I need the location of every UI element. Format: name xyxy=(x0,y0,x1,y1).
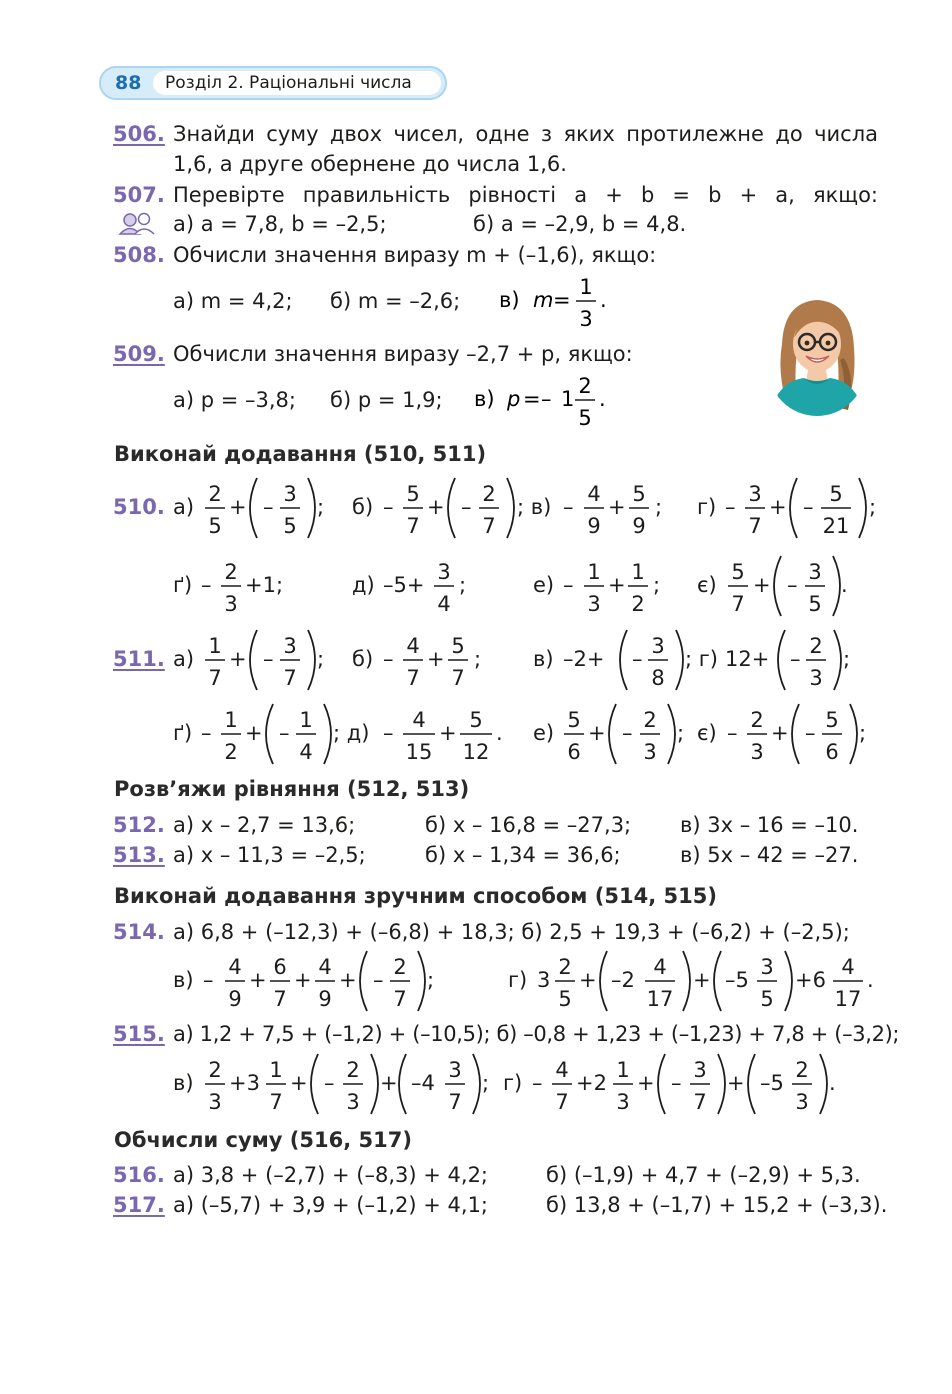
label: в) xyxy=(474,387,495,411)
svg-text:7: 7 xyxy=(748,514,762,538)
exercise-512-b: б) x – 16,8 = –27,3; xyxy=(425,813,632,837)
svg-text:5: 5 xyxy=(567,708,581,732)
svg-text:2: 2 xyxy=(643,708,657,732)
svg-text:5: 5 xyxy=(808,592,822,616)
exercise-508-b: б) m = –2,6; xyxy=(330,289,461,313)
exercise-514-line1: а) 6,8 + (–12,3) + (–6,8) + 18,3; б) 2,5 + 19,3 + (–6,2) + (–2,5); xyxy=(173,920,850,944)
exercise-517-a: а) (–5,7) + 3,9 + (–1,2) + 4,1; xyxy=(173,1193,489,1217)
chapter-title: Розділ 2. Раціональні числа xyxy=(165,73,412,93)
svg-text:2: 2 xyxy=(224,560,238,584)
svg-text:9: 9 xyxy=(318,987,332,1011)
svg-text:–: – xyxy=(201,573,212,597)
svg-text:3: 3 xyxy=(224,592,238,616)
svg-text:;: ; xyxy=(317,495,325,519)
svg-text:–5: –5 xyxy=(725,968,749,992)
svg-text:–: – xyxy=(671,1071,682,1095)
svg-text:+: + xyxy=(608,573,626,597)
svg-text:–: – xyxy=(203,968,214,992)
svg-text:4: 4 xyxy=(653,955,667,979)
svg-text:+: + xyxy=(427,647,445,671)
exercise-number-513[interactable]: 513. xyxy=(113,843,165,867)
svg-text:а): а) xyxy=(173,647,195,671)
exercise-513-c: в) 5x – 42 = –27. xyxy=(680,843,859,867)
svg-text:+: + xyxy=(727,1071,745,1095)
exercise-509-c xyxy=(470,369,620,433)
svg-text:1: 1 xyxy=(616,1058,630,1082)
svg-text:;: ; xyxy=(655,495,663,519)
svg-text:; в): ; в) xyxy=(517,495,552,519)
svg-text:;: ; xyxy=(317,647,325,671)
exercise-number-509[interactable]: 509. xyxy=(113,342,165,366)
svg-text:+1;: +1; xyxy=(245,573,284,597)
svg-text:;: ; xyxy=(843,647,851,671)
eq: = xyxy=(523,387,541,411)
exercise-512-a: а) x – 2,7 = 13,6; xyxy=(173,813,356,837)
svg-text:3: 3 xyxy=(537,968,551,992)
denominator: 5 xyxy=(578,406,592,430)
svg-text:5: 5 xyxy=(406,482,420,506)
svg-text:3: 3 xyxy=(346,1090,360,1114)
partner-work-icon xyxy=(118,211,156,235)
svg-text:2: 2 xyxy=(809,634,823,658)
svg-text:7: 7 xyxy=(269,1090,283,1114)
svg-text:–: – xyxy=(383,647,394,671)
svg-text:9: 9 xyxy=(587,514,601,538)
svg-text:ґ): ґ) xyxy=(173,573,193,597)
svg-text:15: 15 xyxy=(405,740,433,764)
svg-text:1: 1 xyxy=(269,1058,283,1082)
svg-text:–: – xyxy=(263,495,274,519)
svg-text:–: – xyxy=(383,495,394,519)
exercise-509-line1: Обчисли значення виразу –2,7 + p, якщо: xyxy=(173,342,633,366)
numerator: 2 xyxy=(578,374,592,398)
exercise-number-515[interactable]: 515. xyxy=(113,1022,165,1046)
svg-text:+6: +6 xyxy=(795,968,826,992)
whole: 1 xyxy=(561,387,575,411)
svg-text:5: 5 xyxy=(469,708,483,732)
svg-text:5: 5 xyxy=(760,987,774,1011)
svg-text:–: – xyxy=(805,721,816,745)
svg-text:4: 4 xyxy=(228,955,242,979)
svg-text:б): б) xyxy=(352,647,374,671)
svg-text:5: 5 xyxy=(825,708,839,732)
svg-text:3: 3 xyxy=(587,592,601,616)
exercise-508-a: а) m = 4,2; xyxy=(173,289,293,313)
svg-text:+: + xyxy=(249,968,267,992)
svg-text:5: 5 xyxy=(208,514,222,538)
svg-text:–5+: –5+ xyxy=(383,573,425,597)
exercise-513-b: б) x – 1,34 = 36,6; xyxy=(425,843,621,867)
svg-text:–2: –2 xyxy=(611,968,635,992)
svg-text:+: + xyxy=(229,647,247,671)
svg-text:–: – xyxy=(803,495,814,519)
svg-text:7: 7 xyxy=(451,666,465,690)
svg-text:–: – xyxy=(461,495,472,519)
svg-text:е): е) xyxy=(533,573,555,597)
svg-text:2: 2 xyxy=(558,955,572,979)
svg-text:.: . xyxy=(599,387,606,411)
exercise-number-510: 510. xyxy=(113,495,165,519)
svg-text:;: ; xyxy=(482,1071,490,1095)
svg-text:21: 21 xyxy=(822,514,850,538)
svg-text:–: – xyxy=(279,721,290,745)
exercise-512-c: в) 3x – 16 = –10. xyxy=(680,813,859,837)
svg-text:4: 4 xyxy=(437,592,451,616)
svg-text:+: + xyxy=(439,721,457,745)
denominator: 3 xyxy=(579,307,593,331)
svg-text:+: + xyxy=(245,721,263,745)
exercise-508-line1: Обчисли значення виразу m + (–1,6), якщо: xyxy=(173,243,657,267)
svg-text:7: 7 xyxy=(693,1090,707,1114)
svg-text:–4: –4 xyxy=(411,1071,435,1095)
svg-text:; д): ; д) xyxy=(333,721,370,745)
svg-text:+: + xyxy=(339,968,357,992)
svg-text:г): г) xyxy=(503,1071,523,1095)
svg-text:3: 3 xyxy=(693,1058,707,1082)
svg-text:2: 2 xyxy=(224,740,238,764)
exercise-515-row2 xyxy=(165,1047,885,1122)
exercise-507-b: б) a = –2,9, b = 4,8. xyxy=(473,212,687,236)
svg-text:3: 3 xyxy=(448,1058,462,1082)
svg-text:1: 1 xyxy=(631,560,645,584)
exercise-number-508: 508. xyxy=(113,243,165,267)
svg-text:.: . xyxy=(600,288,607,312)
svg-text:+: + xyxy=(771,721,789,745)
svg-text:2: 2 xyxy=(750,708,764,732)
svg-text:+: + xyxy=(290,1071,308,1095)
exercise-507-line1: Перевірте правильність рівності a + b = b + a, якщо: xyxy=(173,183,878,207)
svg-text:+: + xyxy=(229,495,247,519)
var: m xyxy=(533,288,554,312)
svg-text:–: – xyxy=(201,721,212,745)
svg-text:3: 3 xyxy=(760,955,774,979)
svg-text:2: 2 xyxy=(208,482,222,506)
svg-text:+: + xyxy=(380,1071,398,1095)
svg-text:–: – xyxy=(563,573,574,597)
svg-text:+: + xyxy=(579,968,597,992)
svg-text:6: 6 xyxy=(825,740,839,764)
minus: – xyxy=(541,387,552,411)
svg-text:+: + xyxy=(608,495,626,519)
svg-text:7: 7 xyxy=(448,1090,462,1114)
svg-text:3: 3 xyxy=(750,740,764,764)
svg-text:–: – xyxy=(263,647,274,671)
exercise-516-b: б) (–1,9) + 4,7 + (–2,9) + 5,3. xyxy=(546,1163,861,1187)
svg-text:+2: +2 xyxy=(576,1071,607,1095)
svg-text:4: 4 xyxy=(299,740,313,764)
svg-text:+3: +3 xyxy=(229,1071,260,1095)
exercise-514-row2 xyxy=(165,945,885,1015)
svg-text:2: 2 xyxy=(795,1058,809,1082)
svg-text:4: 4 xyxy=(841,955,855,979)
exercise-517-b: б) 13,8 + (–1,7) + 15,2 + (–3,3). xyxy=(546,1193,888,1217)
svg-text:7: 7 xyxy=(406,514,420,538)
section-heading-sum: Обчисли суму (516, 517) xyxy=(114,1128,412,1152)
svg-text:–: – xyxy=(373,968,384,992)
svg-text:ґ): ґ) xyxy=(173,721,193,745)
svg-text:7: 7 xyxy=(208,666,222,690)
svg-text:;: ; xyxy=(869,495,877,519)
svg-text:–: – xyxy=(324,1071,335,1095)
svg-text:–: – xyxy=(532,1071,543,1095)
page-header xyxy=(99,66,447,100)
svg-text:12+: 12+ xyxy=(725,647,770,671)
exercise-506-line1: Знайди суму двох чисел, одне з яких протилежне до числа xyxy=(173,122,878,146)
exercise-509-a: а) p = –3,8; xyxy=(173,388,296,412)
svg-text:5: 5 xyxy=(829,482,843,506)
svg-text:1: 1 xyxy=(299,708,313,732)
svg-text:+: + xyxy=(637,1071,655,1095)
exercise-number-511[interactable]: 511. xyxy=(113,647,165,671)
svg-text:.: . xyxy=(867,968,874,992)
svg-text:+: + xyxy=(769,495,787,519)
svg-text:7: 7 xyxy=(482,514,496,538)
svg-text:4: 4 xyxy=(555,1058,569,1082)
svg-text:4: 4 xyxy=(412,708,426,732)
svg-text:2: 2 xyxy=(393,955,407,979)
svg-text:1: 1 xyxy=(224,708,238,732)
svg-text:+: + xyxy=(753,573,771,597)
svg-text:+: + xyxy=(294,968,312,992)
exercise-510-511-expressions xyxy=(165,470,885,780)
exercise-number-516: 516. xyxy=(113,1163,165,1187)
svg-text:–: – xyxy=(727,721,738,745)
svg-text:6: 6 xyxy=(567,740,581,764)
svg-text:в): в) xyxy=(533,647,554,671)
svg-text:2: 2 xyxy=(208,1058,222,1082)
exercise-506-line2: 1,6, а друге обернене до числа 1,6. xyxy=(173,152,567,176)
svg-text:2: 2 xyxy=(482,482,496,506)
exercise-509-b: б) p = 1,9; xyxy=(330,388,443,412)
svg-text:+: + xyxy=(427,495,445,519)
exercise-number-517[interactable]: 517. xyxy=(113,1193,165,1217)
svg-text:.: . xyxy=(496,721,503,745)
svg-text:3: 3 xyxy=(748,482,762,506)
svg-text:є): є) xyxy=(697,721,717,745)
svg-text:3: 3 xyxy=(616,1090,630,1114)
svg-text:в): в) xyxy=(173,1071,194,1095)
exercise-515-line1: а) 1,2 + 7,5 + (–1,2) + (–10,5); б) –0,8 + 1,23 + (–1,23) + 7,8 + (–3,2); xyxy=(173,1022,900,1046)
svg-text:–: – xyxy=(787,573,798,597)
svg-text:е): е) xyxy=(533,721,555,745)
numerator: 1 xyxy=(579,275,593,299)
svg-text:7: 7 xyxy=(283,666,297,690)
svg-text:8: 8 xyxy=(651,666,665,690)
section-heading-addition: Виконай додавання (510, 511) xyxy=(114,442,487,466)
svg-text:;: ; xyxy=(859,721,867,745)
svg-text:4: 4 xyxy=(406,634,420,658)
svg-text:; г): ; г) xyxy=(685,647,718,671)
svg-text:5: 5 xyxy=(283,514,297,538)
exercise-508-c xyxy=(495,270,625,334)
svg-text:–5: –5 xyxy=(760,1071,784,1095)
svg-text:12: 12 xyxy=(462,740,490,764)
svg-text:1: 1 xyxy=(587,560,601,584)
svg-text:5: 5 xyxy=(731,560,745,584)
svg-text:7: 7 xyxy=(393,987,407,1011)
svg-text:1: 1 xyxy=(208,634,222,658)
svg-text:–: – xyxy=(632,647,643,671)
svg-text:.: . xyxy=(841,573,848,597)
svg-text:2: 2 xyxy=(346,1058,360,1082)
exercise-number-514: 514. xyxy=(113,920,165,944)
svg-text:3: 3 xyxy=(809,666,823,690)
svg-text:3: 3 xyxy=(283,634,297,658)
svg-text:17: 17 xyxy=(834,987,862,1011)
svg-text:5: 5 xyxy=(451,634,465,658)
svg-text:5: 5 xyxy=(558,987,572,1011)
svg-text:7: 7 xyxy=(555,1090,569,1114)
svg-text:–: – xyxy=(725,495,736,519)
svg-text:а): а) xyxy=(173,495,195,519)
svg-text:;: ; xyxy=(653,573,661,597)
svg-text:б): б) xyxy=(352,495,374,519)
svg-text:+: + xyxy=(693,968,711,992)
svg-text:;: ; xyxy=(459,573,467,597)
svg-text:6: 6 xyxy=(273,955,287,979)
svg-text:5: 5 xyxy=(632,482,646,506)
svg-text:3: 3 xyxy=(808,560,822,584)
page-number: 88 xyxy=(115,72,142,94)
svg-text:7: 7 xyxy=(406,666,420,690)
svg-text:.: . xyxy=(829,1071,836,1095)
svg-text:–: – xyxy=(383,721,394,745)
svg-text:7: 7 xyxy=(731,592,745,616)
svg-text:3: 3 xyxy=(795,1090,809,1114)
svg-text:9: 9 xyxy=(228,987,242,1011)
svg-text:г): г) xyxy=(697,495,717,519)
svg-text:17: 17 xyxy=(646,987,674,1011)
svg-text:3: 3 xyxy=(651,634,665,658)
exercise-number-506[interactable]: 506. xyxy=(113,122,165,146)
var: p xyxy=(507,387,521,411)
svg-text:;: ; xyxy=(427,968,435,992)
exercise-513-a: а) x – 11,3 = –2,5; xyxy=(173,843,366,867)
section-heading-convenient: Виконай додавання зручним способом (514, 515) xyxy=(114,884,717,908)
svg-text:3: 3 xyxy=(643,740,657,764)
exercise-507-a: а) a = 7,8, b = –2,5; xyxy=(173,212,387,236)
exercise-number-507: 507. xyxy=(113,183,165,207)
exercise-516-a: а) 3,8 + (–2,7) + (–8,3) + 4,2; xyxy=(173,1163,489,1187)
label: в) xyxy=(499,288,520,312)
svg-text:3: 3 xyxy=(283,482,297,506)
section-heading-equations: Розв’яжи рівняння (512, 513) xyxy=(114,777,470,801)
svg-text:г): г) xyxy=(508,968,528,992)
svg-text:–: – xyxy=(563,495,574,519)
svg-text:2: 2 xyxy=(631,592,645,616)
girl-illustration xyxy=(768,298,866,416)
svg-text:3: 3 xyxy=(208,1090,222,1114)
svg-text:;: ; xyxy=(677,721,685,745)
svg-text:–: – xyxy=(622,721,633,745)
svg-text:+: + xyxy=(588,721,606,745)
svg-text:4: 4 xyxy=(318,955,332,979)
svg-text:–2+: –2+ xyxy=(563,647,605,671)
svg-text:в): в) xyxy=(173,968,194,992)
svg-text:д): д) xyxy=(352,573,375,597)
svg-text:;: ; xyxy=(474,647,482,671)
exercise-number-512: 512. xyxy=(113,813,165,837)
svg-text:є): є) xyxy=(697,573,717,597)
svg-text:3: 3 xyxy=(437,560,451,584)
svg-text:7: 7 xyxy=(273,987,287,1011)
svg-text:4: 4 xyxy=(587,482,601,506)
chapter-pill xyxy=(153,71,441,95)
svg-text:9: 9 xyxy=(632,514,646,538)
svg-text:–: – xyxy=(790,647,801,671)
eq: = xyxy=(553,288,571,312)
